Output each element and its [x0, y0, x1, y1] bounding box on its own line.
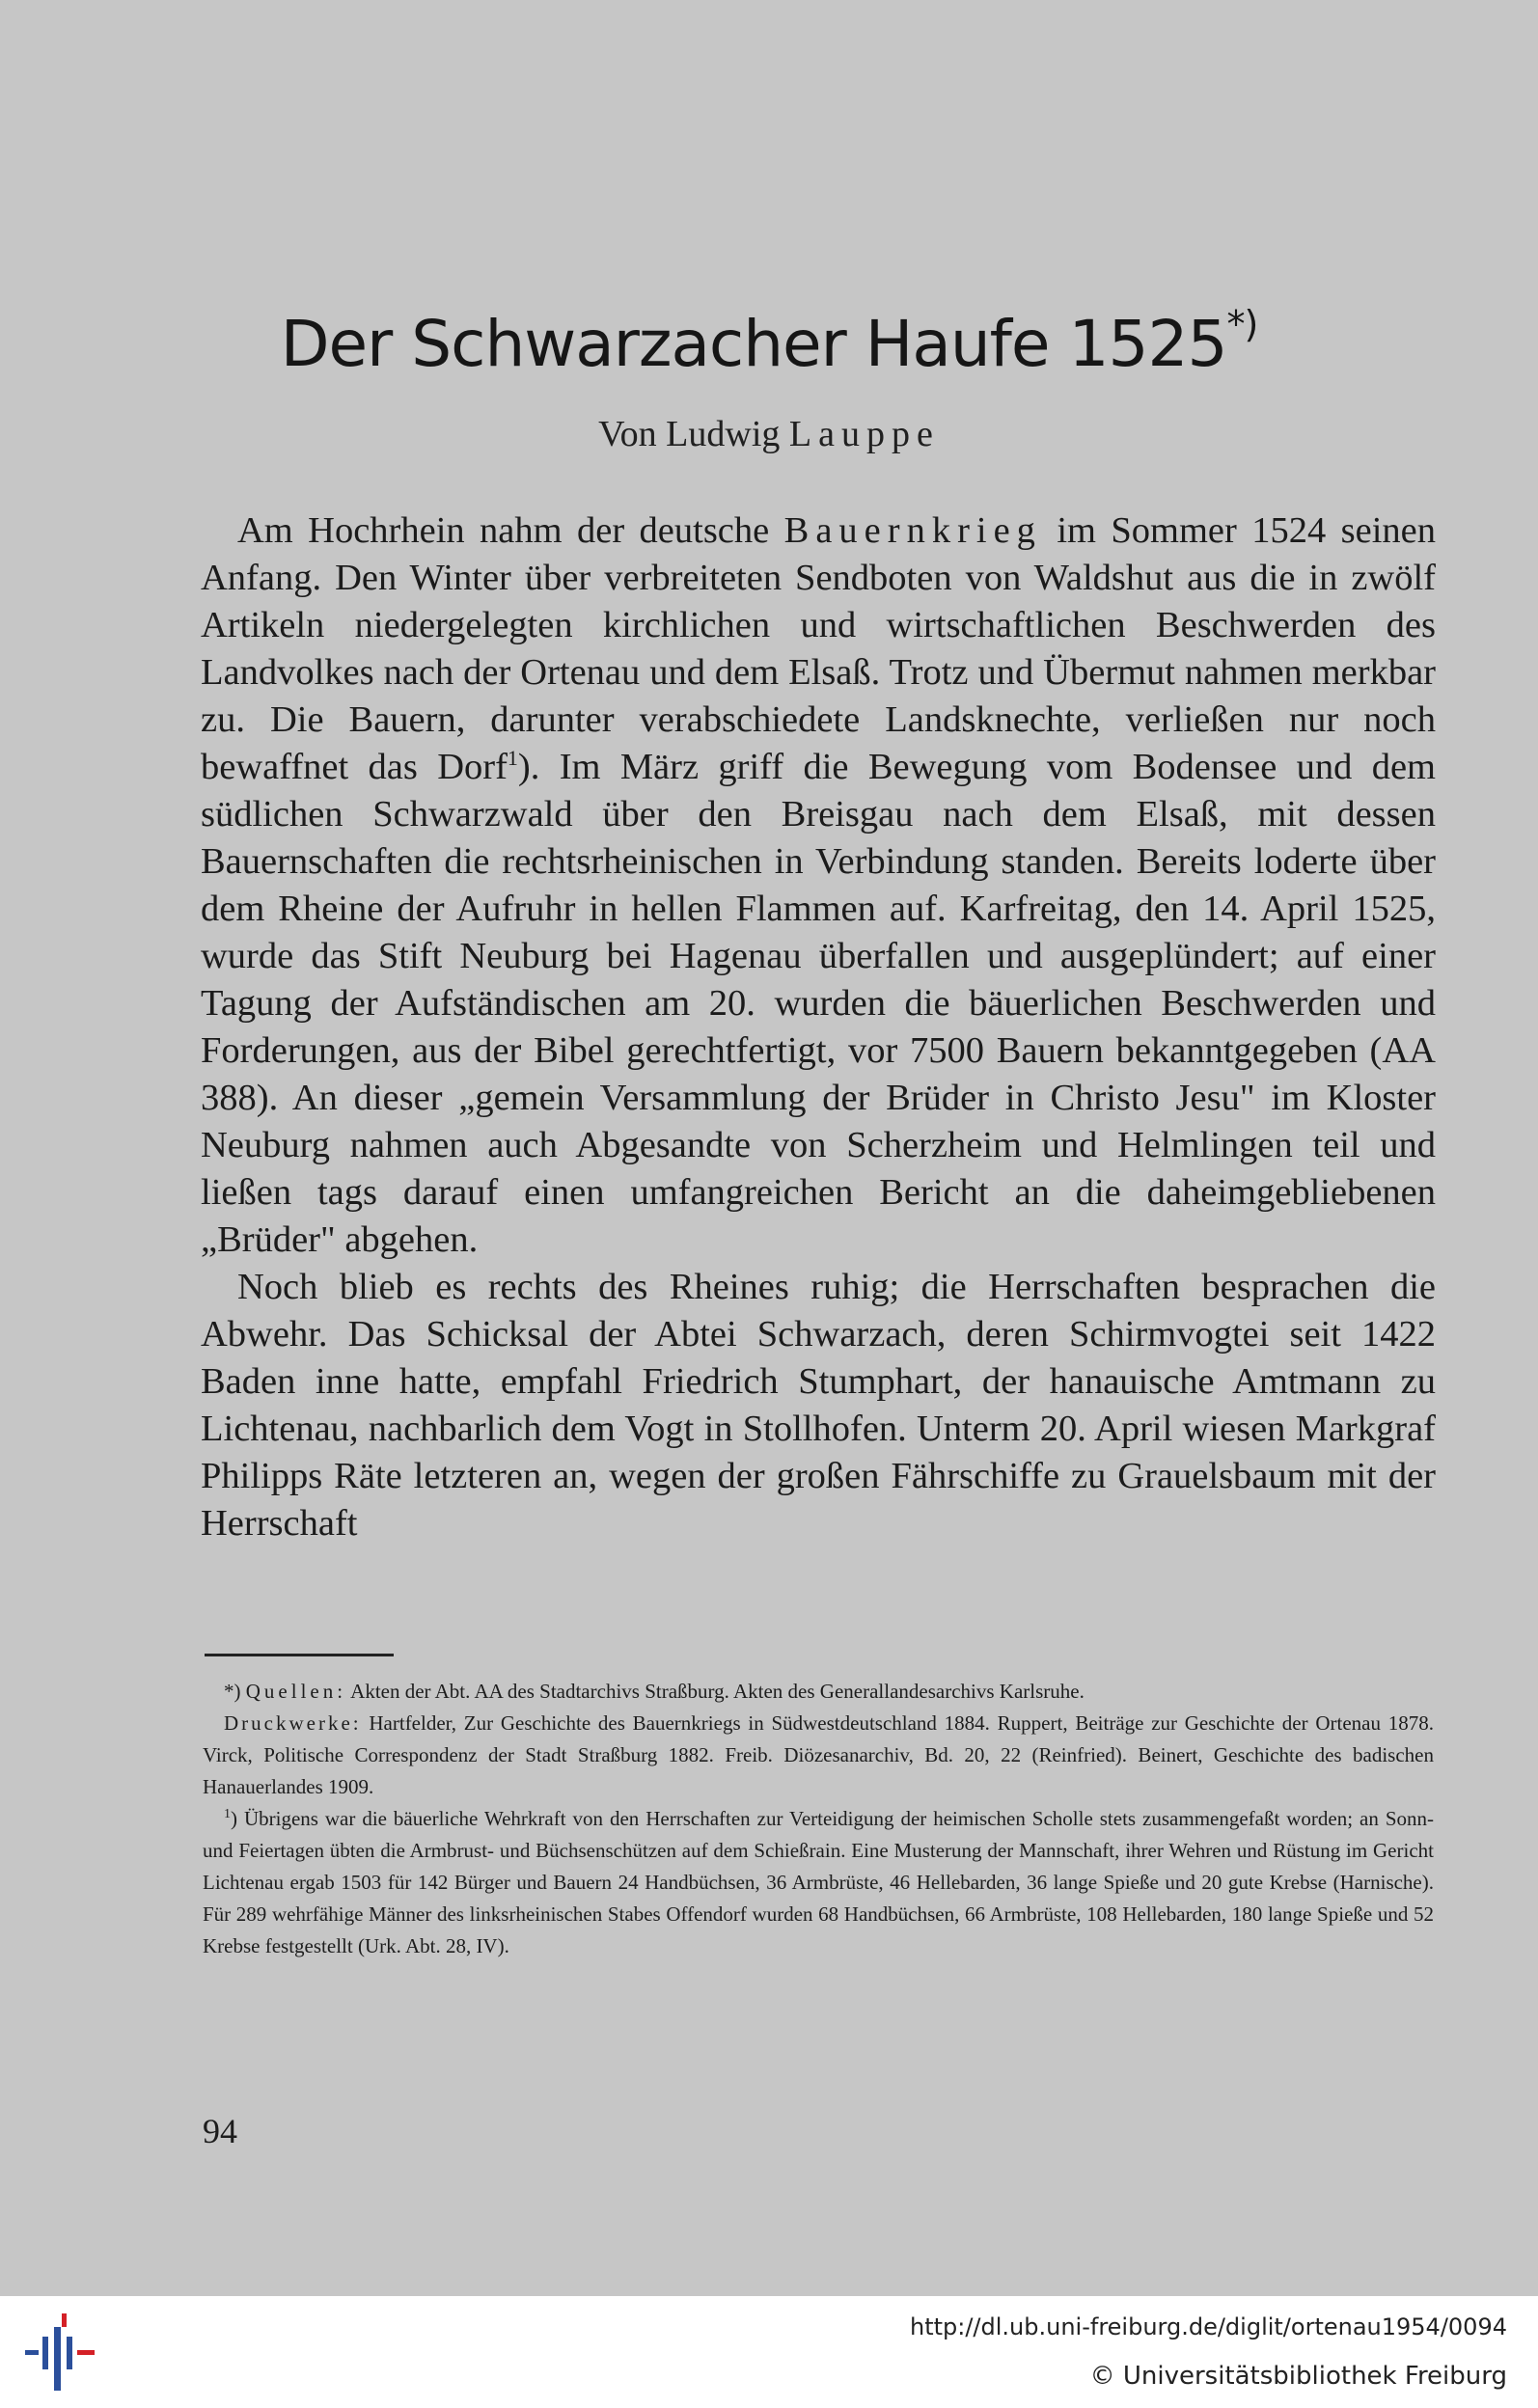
footnote-divider: [205, 1654, 394, 1656]
paragraph-1-emphasis: Bauernkrieg: [783, 510, 1042, 551]
article-title-text: Der Schwarzacher Haufe 1525: [280, 307, 1227, 381]
footnote-1-text: ) Übrigens war die bäuerliche Wehrkraft von den Herrschaften zur Verteidigung der heimischen Scholle stets zusammengefaßt worden; an Sonn- und Feiertagen übten die Armbrust- und Büchsenschützen auf dem Schießrain. Eine Musterung der Mannschaft, ihrer Wehren und Rüstung im Gericht Lichtenau ergab 1503 für 142 Bürger und Bauern 24 Handbüchsen, 36 Armbrüste, 46 Hellebarden, 36 lange Spieße und 20 gute Krebse (Harnische). Für 289 wehrfähige Männer des linksrheinischen Stabes Offendorf wurden 68 Handbüchsen, 66 Armbrüste, 108 Hellebarden, 180 lange Spieße und 52 Krebse festgestellt (Urk. Abt. 28, IV).: [203, 1807, 1434, 1957]
article-title: [0, 303, 1538, 381]
footnotes: [203, 1676, 1434, 1962]
sources-text: Akten der Abt. AA des Stadtarchivs Straßburg. Akten des Generallandesarchivs Karlsruhe.: [350, 1680, 1085, 1703]
paragraph-1-text-b: im Sommer 1524 seinen Anfang. Den Winter über verbreiteten Sendboten von Waldshut aus die in zwölf Artikeln niedergelegten kirchlichen und wirtschaftlichen Beschwerden des Landvolkes nach der Ortenau und dem Elsaß. Trotz und Übermut nahmen merkbar zu. Die Bauern, darunter verabschiedete Landsknechte, verließen nur noch bewaffnet das Dorf: [201, 510, 1436, 787]
body-paragraph-1: [201, 507, 1436, 1264]
paragraph-1-text-a: Am Hochrhein nahm der deutsche: [237, 510, 784, 551]
footnote-1-mark: 1: [224, 1807, 231, 1821]
footnote-reference-1: 1: [507, 746, 518, 771]
article-body: [201, 507, 1436, 1547]
body-paragraph-2: Noch blieb es rechts des Rheines ruhig; die Herrschaften besprachen die Abwehr. Das Schicksal der Abtei Schwarzach, deren Schirmvogtei seit 1422 Baden inne hatte, empfahl Friedrich Stumphart, der hanauische Amtmann zu Lichtenau, nachbarlich dem Vogt in Stollhofen. Unterm 20. April wiesen Markgraf Philipps Räte letzteren an, wegen der großen Fährschiffe zu Grauelsbaum mit der Herrschaft: [201, 1267, 1436, 1544]
title-footnote-mark: *): [1226, 303, 1258, 345]
sources-mark: *): [224, 1680, 241, 1703]
permalink-link[interactable]: http://dl.ub.uni-freiburg.de/diglit/ortenau1954/0094: [909, 2313, 1507, 2340]
viewer-footer: [0, 2296, 1538, 2408]
footnote-printed-works: [203, 1708, 1434, 1803]
paragraph-1-text-c: ). Im März griff die Bewegung vom Bodensee und dem südlichen Schwarzwald über den Breisgau nach dem Elsaß, mit dessen Bauernschaften die rechtsrheinischen in Verbindung standen. Bereits loderte über dem Rheine der Aufruhr in hellen Flammen auf. Karfreitag, den 14. April 1525, wurde das Stift Neuburg bei Hagenau überfallen und ausgeplündert; auf einer Tagung der Aufständischen am 20. wurden die bäuerlichen Beschwerden und Forderungen, aus der Bibel gerechtfertigt, vor 7500 Bauern bekanntgegeben (AA 388). An dieser „gemein Versammlung der Brüder in Christo Jesu" im Kloster Neuburg nahmen auch Abgesandte von Scherzheim und Helmlingen teil und ließen tags darauf einen umfangreichen Bericht an die daheimgebliebenen „Brüder" abgehen.: [201, 747, 1436, 1260]
printed-works-label: Druckwerke:: [224, 1711, 362, 1735]
article-author: [0, 413, 1538, 455]
page-number: 94: [203, 2112, 237, 2150]
copyright-notice: © Universitätsbibliothek Freiburg: [1089, 2362, 1507, 2391]
printed-works-text: Hartfelder, Zur Geschichte des Bauernkriegs in Südwestdeutschland 1884. Ruppert, Beiträge zur Geschichte der Ortenau 1878. Virck, Politische Correspondenz der Stadt Straßburg 1882. Freib. Diözesanarchiv, Bd. 20, 22 (Reinfried). Beinert, Geschichte des badischen Hanauerlandes 1909.: [203, 1711, 1434, 1798]
footnote-1: [203, 1803, 1434, 1962]
author-prefix: Von Ludwig: [598, 414, 781, 454]
footnote-sources: [203, 1676, 1434, 1708]
sources-label: Quellen:: [245, 1680, 347, 1703]
author-surname: Lauppe: [788, 414, 940, 454]
ub-freiburg-logo-icon: [21, 2310, 98, 2394]
